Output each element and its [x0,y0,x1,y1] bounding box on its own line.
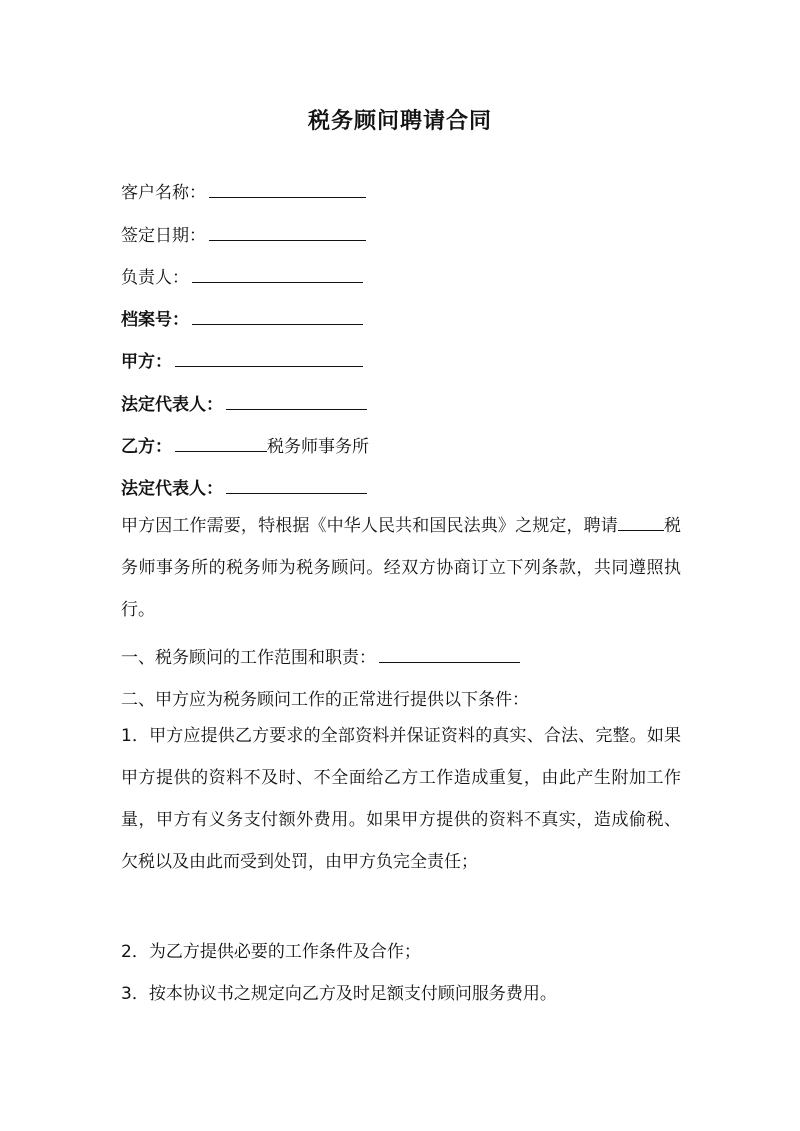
field-file-number [121,305,363,330]
file-number-blank[interactable] [192,306,363,325]
field-client-name [121,178,366,203]
item-3: 3．按本协议书之规定向乙方及时足额支付顾问服务费用。 [121,984,557,1004]
item-2: 2．为乙方提供必要的工作条件及合作； [121,942,421,962]
intro-part2: 税务师事务所的税务师为税务顾问。经双方协商订立下列条款，共同遵照执行。 [121,516,682,620]
field-label: 法定代表人： [121,479,223,499]
document-title: 税务顾问聘请合同 [307,109,492,134]
field-sign-date [121,221,366,246]
section-2 [121,685,529,710]
field-party-b [121,432,369,457]
party-a-blank[interactable] [175,348,363,367]
section-1-blank[interactable] [379,644,520,663]
field-label: 档案号： [121,310,189,330]
party-b-blank[interactable] [175,433,267,452]
field-label: 甲方： [121,352,172,372]
person-in-charge-blank[interactable] [192,264,363,283]
field-label: 客户名称： [121,183,206,203]
field-label: 签定日期： [121,226,206,246]
field-label: 乙方： [121,437,172,457]
sign-date-blank[interactable] [209,222,366,241]
intro-part1: 甲方因工作需要，特根据《中华人民共和国民法典》之规定，聘请 [121,516,618,536]
field-legal-rep-b [121,474,367,499]
intro-firm-blank[interactable] [618,512,664,531]
intro-paragraph [121,505,681,631]
item-1: 1．甲方应提供乙方要求的全部资料并保证资料的真实、合法、完整。如果甲方提供的资料不及时、不全面给乙方工作造成重复，由此产生附加工作量，甲方有义务支付额外费用。如果甲方提供的资料不真实，造成偷税、欠税以及由此而受到处罚，由甲方负完全责任； [121,726,681,872]
field-label: 法定代表人： [121,395,223,415]
section-1 [121,643,520,668]
field-legal-rep-a [121,390,367,415]
section-1-heading: 一、税务顾问的工作范围和职责： [121,648,376,668]
legal-rep-b-blank[interactable] [226,475,367,494]
field-person-in-charge [121,263,363,288]
field-party-a [121,347,363,372]
client-name-blank[interactable] [209,179,366,198]
section-2-heading: 二、甲方应为税务顾问工作的正常进行提供以下条件： [121,690,529,710]
field-label: 负责人： [121,268,189,288]
legal-rep-a-blank[interactable] [226,391,367,410]
party-b-suffix: 税务师事务所 [267,437,369,457]
